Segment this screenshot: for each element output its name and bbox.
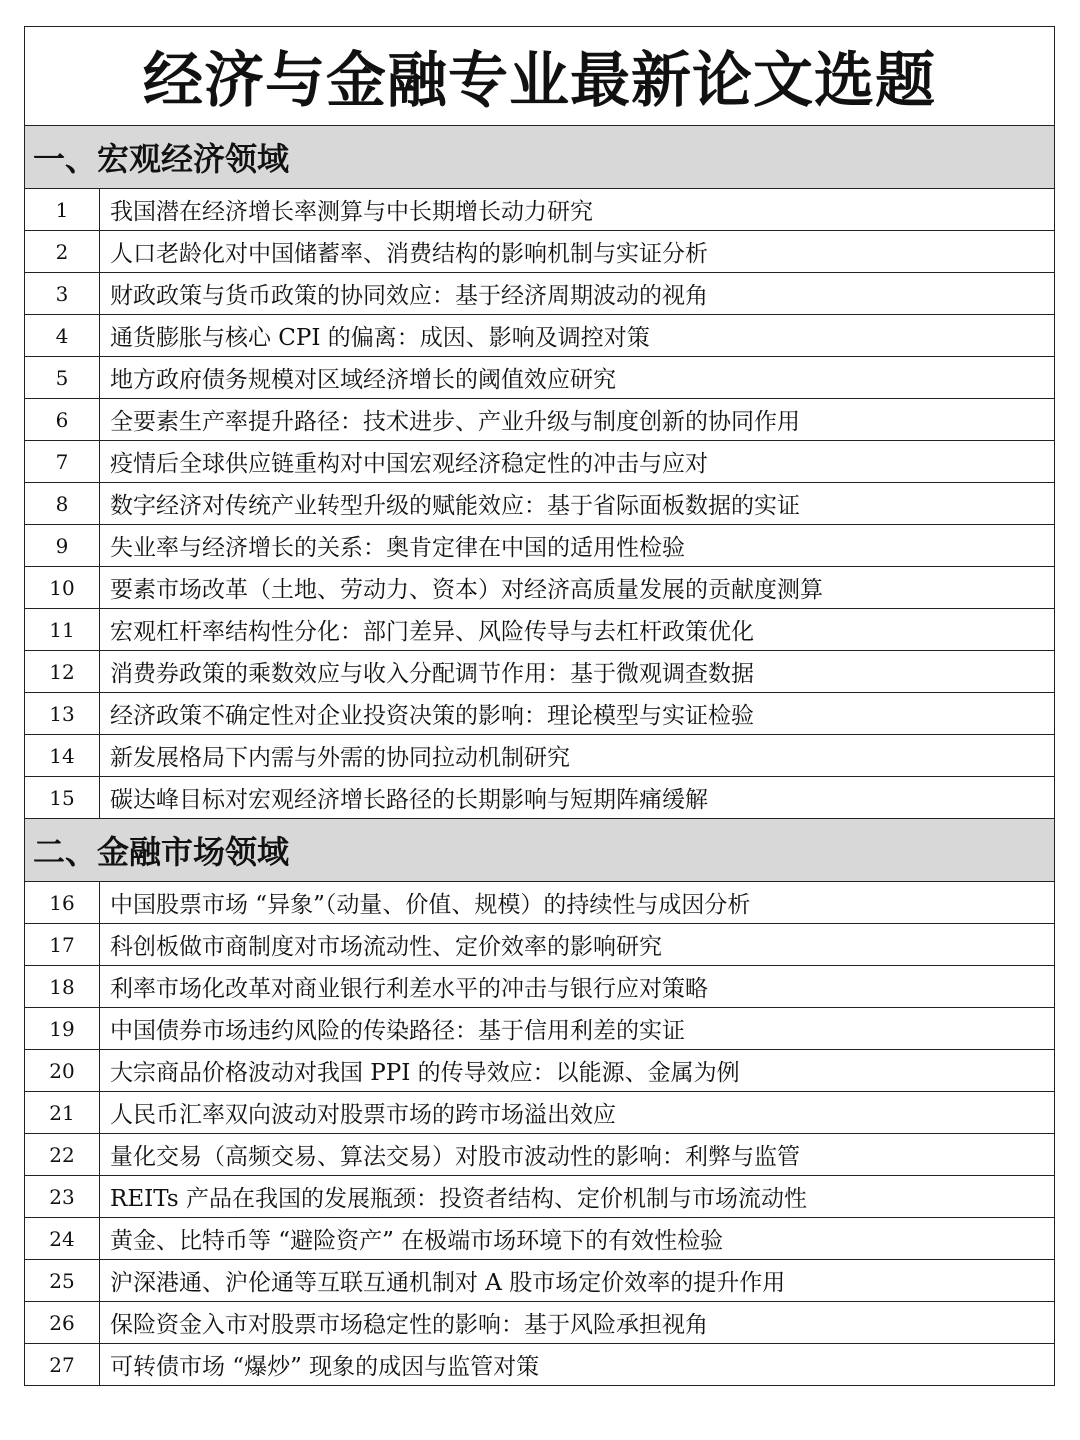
table-row (25, 1302, 1055, 1344)
topic-text: 碳达峰目标对宏观经济增长路径的长期影响与短期阵痛缓解 (100, 777, 1055, 819)
table-row (25, 441, 1055, 483)
table-row (25, 1092, 1055, 1134)
topic-text: 人民币汇率双向波动对股票市场的跨市场溢出效应 (100, 1092, 1055, 1134)
table-row (25, 357, 1055, 399)
table-row (25, 1344, 1055, 1386)
row-number: 19 (25, 1008, 100, 1050)
table-row (25, 609, 1055, 651)
row-number: 6 (25, 399, 100, 441)
topic-text: 地方政府债务规模对区域经济增长的阈值效应研究 (100, 357, 1055, 399)
row-number: 27 (25, 1344, 100, 1386)
table-row (25, 924, 1055, 966)
table-row (25, 399, 1055, 441)
row-number: 16 (25, 882, 100, 924)
table-row (25, 483, 1055, 525)
table-row (25, 693, 1055, 735)
row-number: 11 (25, 609, 100, 651)
section-heading: 二、金融市场领域 (25, 819, 1055, 882)
section-header-row (25, 126, 1055, 189)
row-number: 25 (25, 1260, 100, 1302)
topic-text: 利率市场化改革对商业银行利差水平的冲击与银行应对策略 (100, 966, 1055, 1008)
topic-text: 保险资金入市对股票市场稳定性的影响：基于风险承担视角 (100, 1302, 1055, 1344)
row-number: 9 (25, 525, 100, 567)
table-row (25, 1050, 1055, 1092)
row-number: 20 (25, 1050, 100, 1092)
row-number: 14 (25, 735, 100, 777)
row-number: 21 (25, 1092, 100, 1134)
topics-table-body (25, 27, 1055, 1386)
topic-text: 疫情后全球供应链重构对中国宏观经济稳定性的冲击与应对 (100, 441, 1055, 483)
row-number: 3 (25, 273, 100, 315)
section-heading: 一、宏观经济领域 (25, 126, 1055, 189)
topic-text: 可转债市场 “爆炒” 现象的成因与监管对策 (100, 1344, 1055, 1386)
topic-text: 全要素生产率提升路径：技术进步、产业升级与制度创新的协同作用 (100, 399, 1055, 441)
topic-text: 沪深港通、沪伦通等互联互通机制对 A 股市场定价效率的提升作用 (100, 1260, 1055, 1302)
row-number: 13 (25, 693, 100, 735)
row-number: 26 (25, 1302, 100, 1344)
row-number: 10 (25, 567, 100, 609)
topic-text: 财政政策与货币政策的协同效应：基于经济周期波动的视角 (100, 273, 1055, 315)
row-number: 15 (25, 777, 100, 819)
row-number: 8 (25, 483, 100, 525)
row-number: 5 (25, 357, 100, 399)
row-number: 2 (25, 231, 100, 273)
row-number: 18 (25, 966, 100, 1008)
row-number: 7 (25, 441, 100, 483)
table-row (25, 273, 1055, 315)
topic-text: 我国潜在经济增长率测算与中长期增长动力研究 (100, 189, 1055, 231)
topic-text: 大宗商品价格波动对我国 PPI 的传导效应：以能源、金属为例 (100, 1050, 1055, 1092)
topic-text: 科创板做市商制度对市场流动性、定价效率的影响研究 (100, 924, 1055, 966)
row-number: 24 (25, 1218, 100, 1260)
table-row (25, 882, 1055, 924)
topic-text: 人口老龄化对中国储蓄率、消费结构的影响机制与实证分析 (100, 231, 1055, 273)
topic-text: 消费券政策的乘数效应与收入分配调节作用：基于微观调查数据 (100, 651, 1055, 693)
title-row (25, 27, 1055, 126)
table-row (25, 567, 1055, 609)
table-row (25, 1134, 1055, 1176)
table-row (25, 1218, 1055, 1260)
row-number: 1 (25, 189, 100, 231)
topic-text: 新发展格局下内需与外需的协同拉动机制研究 (100, 735, 1055, 777)
topic-text: 要素市场改革（土地、劳动力、资本）对经济高质量发展的贡献度测算 (100, 567, 1055, 609)
table-row (25, 1260, 1055, 1302)
topic-text: 数字经济对传统产业转型升级的赋能效应：基于省际面板数据的实证 (100, 483, 1055, 525)
table-row (25, 777, 1055, 819)
topic-text: 通货膨胀与核心 CPI 的偏离：成因、影响及调控对策 (100, 315, 1055, 357)
topic-text: REITs 产品在我国的发展瓶颈：投资者结构、定价机制与市场流动性 (100, 1176, 1055, 1218)
table-row (25, 189, 1055, 231)
table-row (25, 525, 1055, 567)
topic-text: 宏观杠杆率结构性分化：部门差异、风险传导与去杠杆政策优化 (100, 609, 1055, 651)
topic-text: 中国股票市场 “异象”（动量、价值、规模）的持续性与成因分析 (100, 882, 1055, 924)
row-number: 12 (25, 651, 100, 693)
topic-text: 失业率与经济增长的关系：奥肯定律在中国的适用性检验 (100, 525, 1055, 567)
table-row (25, 315, 1055, 357)
row-number: 22 (25, 1134, 100, 1176)
table-row (25, 966, 1055, 1008)
page-title: 经济与金融专业最新论文选题 (25, 27, 1055, 126)
topic-text: 黄金、比特币等 “避险资产” 在极端市场环境下的有效性检验 (100, 1218, 1055, 1260)
table-row (25, 651, 1055, 693)
topic-text: 经济政策不确定性对企业投资决策的影响：理论模型与实证检验 (100, 693, 1055, 735)
table-row (25, 735, 1055, 777)
table-row (25, 1176, 1055, 1218)
row-number: 17 (25, 924, 100, 966)
table-row (25, 1008, 1055, 1050)
row-number: 23 (25, 1176, 100, 1218)
topics-table (24, 26, 1055, 1386)
row-number: 4 (25, 315, 100, 357)
section-header-row (25, 819, 1055, 882)
table-row (25, 231, 1055, 273)
topic-text: 量化交易（高频交易、算法交易）对股市波动性的影响：利弊与监管 (100, 1134, 1055, 1176)
topic-text: 中国债券市场违约风险的传染路径：基于信用利差的实证 (100, 1008, 1055, 1050)
